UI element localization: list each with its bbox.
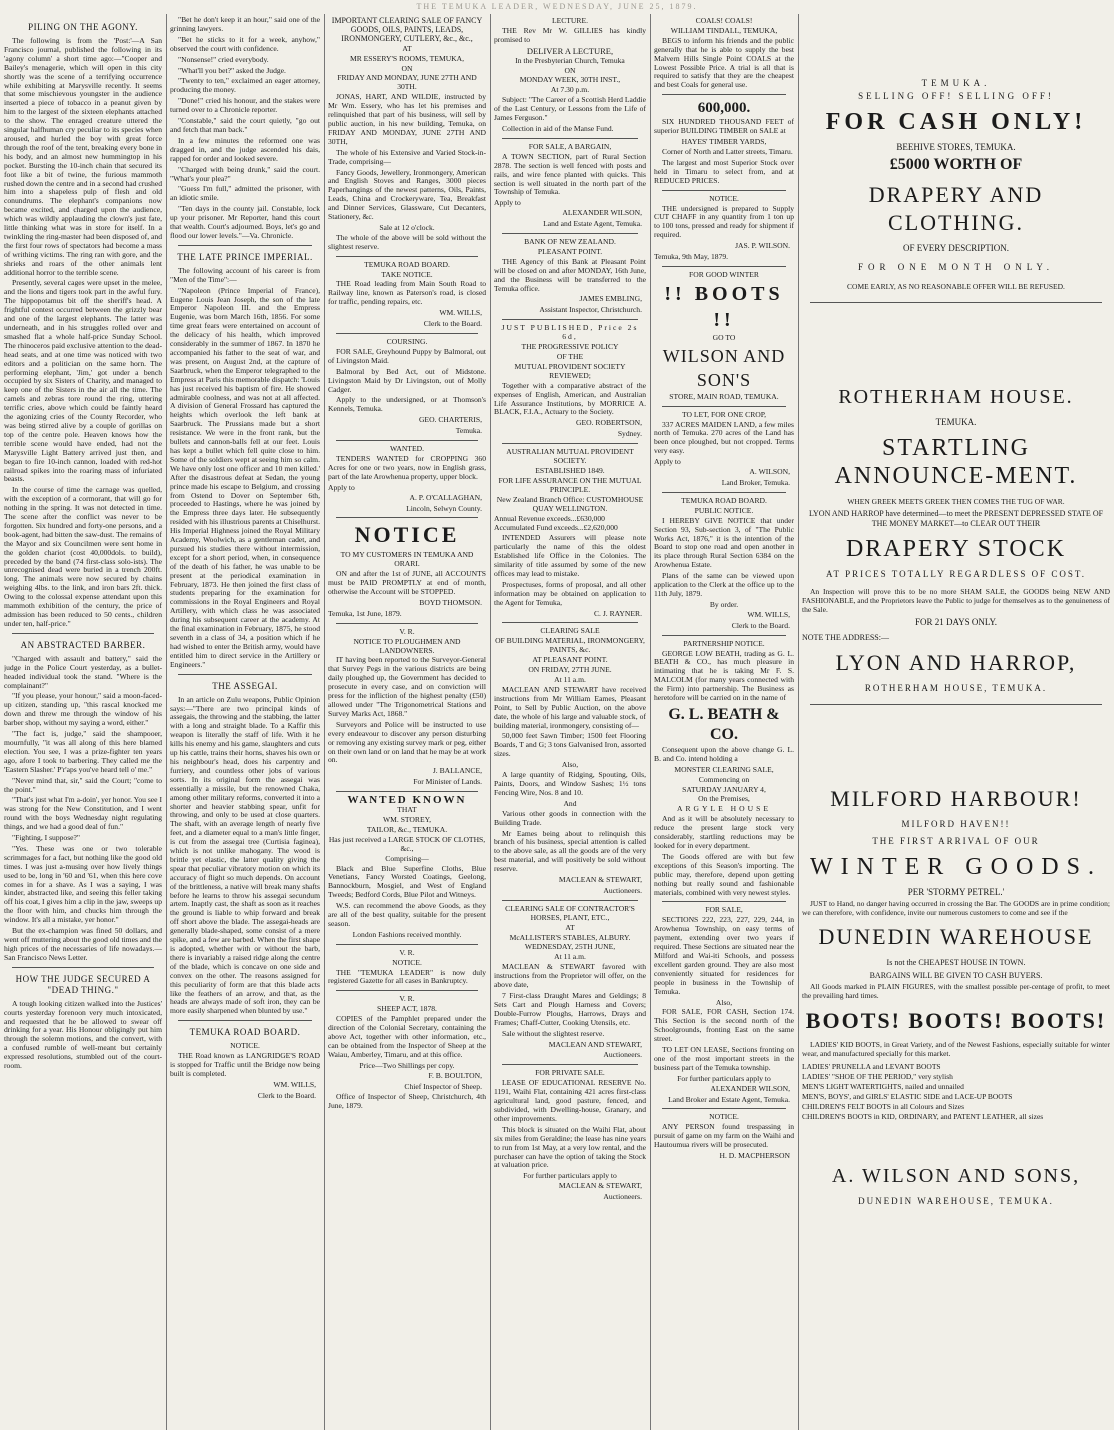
ad-heading: SHEEP ACT, 1878. (377, 1004, 437, 1014)
paragraph: The following is from the 'Post:'—A San Francisco journal, published the following in its 'agony column' a short time ago:—"Cooper and Bailey's menagerie, which will open in this city shortly was the scene of a terrifying occurrence while exhibiting at Marysville recently. It seems that some mischievous youngster in the audience inserted a piece of tobacco in a peanut given by him to the largest of the sixteen elephants attached to the show. The enraged creature uttered the singular halfhuman cry peculiar to its species when aroused, and hurled the boy with great force through the roof of the tent, breaking every bone in his body, and an almost new hummingtop in his pocket. Bursting the 10-inch chain that secured its foot like a bit of twine, the furious mammoth rushed down the centre and in a second had crushed him into a shapeless pulp of flesh and old conundrums. The elephant's companions now became excited, and charged upon the audience, which was wildly applauding the clown's just fate, little thinking what was in store for itself. In a twinkling the ring-master had been disposed of, and the first four rows of spectators had become a mass of writhing victims. The ring ran with gore, and the shrieks and roars of the other animals lent additional horror to the terrible scene. (4, 36, 162, 277)
ad-text: DELIVER A LECTURE, (526, 45, 614, 56)
ad-heading: FOR PRIVATE SALE. (535, 1068, 605, 1078)
paragraph: Balmoral by Bed Act, out of Midstone. Livingston Maid by Dr Livingston, out of Molly Cadger. (328, 366, 486, 394)
ad-text: MR ESSERY'S ROOMS, TEMUKA, (349, 53, 465, 63)
ad-text: LYON AND HARROP have determined—to meet the PRESENT DEPRESSED STATE OF THE MONEY MARKET—to CLEAR OUT THEIR (808, 509, 1104, 528)
paragraph: In a few minutes the reformed one was dragged in, and the judge ascended his dais, rapped for order and looked severe. (170, 135, 320, 163)
ad-heading: NOTICE. (709, 193, 739, 203)
paragraph: In an article on Zulu weapons, Public Opinion says:—"There are two principal kinds of assegais, the throwing and the stabbing, the latter with a long and straight blade. To a Kaffir this weapon is literally the staff of life. With it he kills his enemy and his game, slaughters and cuts up his cattle, trains their horns, shaves his own or his neighbour's head, does his carpentry and furriery, and countless other jobs of various sorts. In its original form the assegai was essentially a missile, but the renowned Chaka, among other military reforms, converted it into a shorter and heavier stabbing spear, unfit for throwing, and only to be used at close quarters. The shaft, with an average length of nearly five feet, and a diameter equal to a man's little finger, is cut from the assegai tree (Curtisia faginea), which is not unlike mahogany. The wood is brittle yet elastic, the latter quality giving the spear that peculiar vibratory motion on which its accuracy of flight so much depends. On account of the brittleness, a native will break many shafts before he learns to throw his assegai secundum artem. Inaptly cast, the shaft as soon as it reaches the ground is liable to whip forward and break off short above the blade. The assegai-heads are generally blade-shaped, some consist of a mere spike, and a few are barbed. When the first shape is adopted, whether with or without the barb, there is invariably a raised ridge along the centre of the blade, which is concave on one side and convex on the other. The reasons assigned for this peculiarity of form are that this blade acts like the feathers of an arrow, and that, as the heads are always made of soft iron, they can be more easily sharpened when blunted by use." (170, 694, 320, 1016)
signature-title: For Minister of Lands. (413, 777, 482, 787)
headline: THE LATE PRINCE IMPERIAL. (177, 251, 313, 262)
divider (662, 190, 786, 191)
ad-heading: TO LET, FOR ONE CROP, (681, 409, 767, 419)
ad-heading: AUSTRALIAN MUTUAL PROVIDENT SOCIETY. (506, 447, 634, 466)
signature: ALEXANDER WILSON, (562, 208, 642, 218)
ad-headline: !! BOOTS !! (664, 282, 784, 331)
signature-title: Auctioneers. (603, 1050, 642, 1060)
paragraph: "Charged with assault and battery," said the judge in the Police Court yesterday, as a bullet-headed individual took the stand. "Where is the complainant?" (4, 653, 162, 690)
paragraph: The whole of his Extensive and Varied Stock-in-Trade, comprising— (328, 147, 486, 166)
signature: WM. WILLS, (273, 1079, 316, 1089)
signature: C. J. RAYNER. (593, 608, 642, 618)
paragraph: Surveyors and Police will be instructed to use every endeavour to discover any person disturbing or removing any existing survey mark or peg, either on their own land or on land that he may be at work on. (328, 719, 486, 765)
paragraph: Various other goods in connection with the Building Trade. (494, 808, 646, 827)
paragraph: SECTIONS 222, 223, 227, 229, 244, in Arowhenua Township, on easy terms of payment, extending over two years if required. These Sections are situated near the Milford and Wai-iti Schools, and possess excellent garden ground. They are also most conveniently situated for residences for people in business in the Township of Temuka. (654, 915, 794, 996)
ad-text: Annual Revenue exceeds...£630,000 (494, 513, 605, 523)
signature-title: Auctioneers. (603, 1192, 642, 1202)
signature-title: Lincoln, Selwyn County. (406, 503, 482, 513)
divider (810, 704, 1102, 705)
signature: ALEXANDER WILSON, (710, 1083, 790, 1093)
ad-text: NOTE THE ADDRESS:— (802, 632, 889, 642)
column-6 (802, 16, 1110, 1426)
ad-text: McALLISTER'S STABLES, ALBURY. (509, 932, 631, 942)
crown-mark: V. R. (399, 626, 415, 636)
ad-headline: FOR CASH ONLY! (825, 109, 1087, 135)
paragraph: LADIES' KID BOOTS, in Great Variety, and of the Newest Fashions, especially suitable for winter wear, and manufactured specially for this market. (802, 1040, 1110, 1059)
paragraph: THE Agency of this Bank at Pleasant Point will be closed on and after MONDAY, 16th June, and the Business will be transferred to the Temuka office. (494, 256, 646, 293)
paragraph: "Nonsense!" cried everybody. (178, 54, 269, 64)
signature-title: Assistant Inspector, Christchurch. (539, 305, 642, 315)
ad-text: OF EVERY DESCRIPTION. (903, 243, 1009, 253)
ad-text: THE PROGRESSIVE POLICY (521, 342, 619, 352)
ad-text: Is not the CHEAPEST HOUSE IN TOWN. (886, 958, 1026, 968)
divider (662, 492, 786, 493)
ad-text: COME EARLY, AS NO REASONABLE OFFER WILL BE REFUSED. (847, 282, 1065, 291)
signature: MACLEAN & STEWART, (558, 1181, 642, 1191)
ad-heading: LECTURE. (551, 16, 589, 25)
ad-headline: MILFORD HARBOUR! (830, 785, 1082, 811)
paragraph: 50,000 feet Sawn Timber; 1500 feet Flooring Boards, T and G; 3 tons Galvanised Iron, assorted sizes. (494, 731, 646, 759)
ad-text: GO TO (712, 332, 736, 342)
column-rule (324, 14, 325, 1430)
ad-heading: 600,000. (697, 100, 751, 117)
ad-text: For further particulars apply to (523, 1171, 617, 1181)
ad-text: Has just received a LARGE STOCK OF CLOTHS, &c., (328, 834, 486, 853)
divider (502, 900, 638, 901)
ad-text: OF BUILDING MATERIAL, IRONMONGERY, PAINTS, &c. (495, 636, 645, 655)
signature: F. B. BOULTON, (428, 1070, 482, 1080)
signature-title: Land and Estate Agent, Temuka. (543, 219, 642, 229)
column-1 (4, 16, 162, 1426)
paragraph: BEGS to inform his friends and the public generally that he is able to supply the best Malvern Hills Single Point COALS at the Lowest Possible Price. A trial is all that is required to satisfy that they are the cheapest and best Coals for general use. (654, 35, 794, 90)
ad-text: And (563, 798, 577, 808)
divider (662, 1108, 786, 1109)
date-line: Temuka, 9th May, 1879. (654, 252, 729, 262)
signature-title: Land Broker, Temuka. (721, 478, 790, 487)
paragraph: "That's just what I'm a-doin', yer honor. You see I was strong for the New Constitution, and I went round with the boys Wednesday night regulating things, and we had a good deal of fun." (4, 795, 162, 832)
paragraph: GEORGE LOW BEATH, trading as G. L. BEATH & CO., has much pleasure in intimating that he is taking Mr F. S. MALCOLM (for many years connected with the Firm) into partnership. The Business as heretofore will be carried on in the name of (654, 648, 794, 703)
crown-mark: V. R. (399, 947, 415, 957)
divider (336, 256, 478, 257)
paragraph: The largest and most Superior Stock over held in Timaru to select from, and at REDUCED PRICES. (654, 157, 794, 185)
ad-text: Apply to (494, 198, 521, 208)
ad-text: Price—Two Shillings per copy. (359, 1060, 455, 1070)
ad-text: WILLIAM TINDALL, TEMUKA, (670, 25, 778, 35)
paragraph: In the course of time the carnage was quelled, with the exception of a cormorant, that will go for nothing in the spring. It was not detected in time. The scene after the conflict was never to be forgotten. Six hundred and forty-one persons, and a book-agent, had bitten the saw-dust. The remains of the Mayor and six Councilmen were sent home in the golden chariot (cost 40,000dols. to build), preceded by the band (74 first-class solo-ists). The unrecognised dead were buried in a trench 200ft. long. The animals were now secured by chains weighing 4lbs. to the link, and iron bars 2ft. thick. Owing to the colossal expense attendant upon this mammoth exhibition of the century, the price of admission has been reduced to 50 cents., children under ten, half-price." (4, 485, 162, 628)
paragraph: MACLEAN & STEWART favored with instructions from the Proprietor will offer, on the above date, (494, 962, 646, 990)
paragraph: But the ex-champion was fined 50 dollars, and went off muttering about the good old times and the high prices of the necessaries of life nowadays.—San Francisco News Letter. (4, 926, 162, 962)
signature: JAS. P. WILSON. (735, 241, 790, 251)
date-line: Temuka, 1st June, 1879. (328, 608, 402, 618)
ad-text: On the Premises, (698, 794, 750, 804)
signature-title: Chief Inspector of Sheep. (404, 1081, 482, 1091)
signature: GEO. CHARTERIS, (418, 415, 482, 425)
ad-text: At 11 a.m. (554, 952, 586, 962)
ad-heading: BANK OF NEW ZEALAND. (524, 237, 616, 247)
paragraph: The whole of the above will be sold without the slightest reserve. (328, 232, 486, 251)
ad-heading: NOTICE. (392, 957, 422, 967)
signature: MACLEAN AND STEWART, (548, 1039, 642, 1049)
signature: JAMES EMBLING, (579, 294, 642, 304)
divider (502, 622, 638, 623)
paragraph: ANY PERSON found trespassing in pursuit of game on my farm on the Waihi and Hautoumua rivers will be prosecuted. (654, 1122, 794, 1150)
ad-text: Also, (561, 760, 579, 770)
paragraph: Fancy Goods, Jewellery, Ironmongery, American and English Stoves and Ranges, 3000 pieces Paperhangings of the newest patterns, Oils, Paints, Leads, China and Crockeryware, Tea, Breakfast and Dinner Services, Glassware, Cut Decanters, Stationery, &c. (328, 167, 486, 222)
paragraph: THE Rev Mr W. GILLIES has kindly promised to (494, 25, 646, 44)
list-item: MEN'S LIGHT WATERTIGHTS, nailed and unnailed (802, 1081, 964, 1091)
signature-title: Clerk to the Board. (257, 1090, 316, 1100)
paragraph: "Napoleon (Prince Imperial of France), Eugene Louis Jean Joseph, the son of the late Emperor Napoleon III. and the Empress Eugenie, was born March 16th, 1856. For some time great fears were entertained on account of the delicacy of his health, which improved considerably in the summer of 1867. In 1870 he accompanied his father to the seat of war, and was present, on August 2nd, at the capture of Saarbruck, when the Emperor telegraphed to the Empress at Paris this memorable dispatch: 'Louis has just received his baptism of fire. He showed admirable coolness, and was not at all affected. A division of General Frossard has captured the heights which overlook the left bank at Saarbruck. The Prussians made but a short resistance. We were in the front rank, but the bullets and cannon-balls fell at our feet. Louis has kept a bullet which fell quite close to him. Some of the soldiers wept at seeing him so calm. We have only lost one officer and 10 men killed.' After the disastrous defeat at Sedan, the young prince made his escape to Belgium, and crossing from Ostend to Dover on September 6th, proceeded to Hastings, where he was joined by the Empress three days later. He subsequently resided with his illustrious parents at Chiselhurst. His Imperial Highness joined the Royal Military Academy, Woolwich, as a gentleman cadet, and pursued his studies there without intermission, except for a short period, when, in consequence of the death of his father, he was unable to be present at the periodical examination in February, 1873. He then joined the first class of students preparing for the examination for commissions in the Royal Engineers and Royal Artillery, with which class he was associated during his subsequent career at the academy. At the final examination in February, 1875, he stood seventh in a class of 34, a position which if he had wished to enter the British army, would have entitled him to direct service in the Artillery or Engineers." (170, 285, 320, 669)
ad-heading: PARTNERSHIP NOTICE. (683, 638, 765, 648)
ad-text: For further particulars apply to (677, 1073, 771, 1083)
paragraph: TO LET ON LEASE, Sections fronting on one of the most important streets in the business part of the Temuka township. (654, 1045, 794, 1072)
ad-text: MONSTER CLEARING SALE, (674, 764, 774, 774)
paragraph: Office of Inspector of Sheep, Christchurch, 4th June, 1879. (328, 1092, 486, 1111)
ad-text: By order. (709, 599, 739, 609)
paragraph: 337 ACRES MAIDEN LAND, a few miles north of Temuka. 270 acres of the Land has been once ploughed, but not cropped. Terms very easy. (654, 419, 794, 456)
ad-headline: WILSON AND SON'S (662, 345, 786, 390)
ad-text: New Zealand Branch Office: CUSTOMHOUSE QUAY WELLINGTON. (496, 494, 644, 513)
list-item: CHILDREN'S BOOTS in KID, ORDINARY, and PATENT LEATHER, all sizes (802, 1111, 1044, 1121)
divider (662, 266, 786, 267)
ad-text: Comprising— (385, 853, 429, 863)
headline: TEMUKA ROAD BOARD. (189, 1027, 301, 1038)
paragraph: Prospectuses, forms of proposal, and all other information may be obtained on application to the Agent for Temuka, (494, 579, 646, 607)
ad-text: AT (565, 922, 575, 932)
paragraph: "Fighting, I suppose?" (12, 833, 81, 843)
paragraph: And as it will be absolutely necessary to reduce the present large stock very considerably, startling reductions may be looked for in every department. (654, 814, 794, 850)
ad-heading: WANTED. (390, 444, 424, 454)
paragraph: An Inspection will prove this to be no more SHAM SALE, the GOODS being NEW AND FASHIONABLE, and the Proprietors leave the Public to judge for themselves as to the genuineness of the Sale. (802, 587, 1110, 614)
ad-text: BEEHIVE STORES, TEMUKA. (896, 142, 1016, 152)
divider (810, 302, 1102, 303)
ad-text: FOR ONE MONTH ONLY. (858, 262, 1054, 272)
paragraph: "Bet he don't keep it an hour," said one of the grinning lawyers. (170, 16, 320, 33)
paragraph: "Charged with being drunk," said the court. "What's your plea?" (170, 164, 320, 183)
signature: A. P. O'CALLAGHAN, (409, 492, 482, 502)
paragraph: I HEREBY GIVE NOTICE that under Section 93, Sub-section 3, of "The Public Works Act, 1876," it is the intention of the Board to stop one road and open another in its place through Rural Section 6384 on the Arowhenua Estate. (654, 515, 794, 570)
ad-heading: IMPORTANT CLEARING SALE OF FANCY GOODS, OILS, PAINTS, LEADS, IRONMONGERY, CUTLERY, &c., &c., (331, 16, 483, 43)
ad-text: PER 'STORMY PETREL.' (907, 886, 1005, 897)
paragraph: "The fact is, judge," said the shampooer, mournfully, "it was all along of this here blamed election. You see, I was a prize-fighter ten years ago, afore I took to barbering. They called me the 'Eastern Slasher.' P'r'aps you've heard tell o' me." (4, 729, 162, 774)
divider (336, 333, 478, 334)
ad-text: OF THE (556, 352, 584, 361)
paragraph: JONAS, HART, AND WILDIE, instructed by Mr Wm. Essery, who has let his premises and relinquished that part of his business, will sell by public auction, in his new building, Temuka, on FRIDAY AND MONDAY, JUNE 27TH AND 30TH, (328, 92, 486, 146)
signature: BOYD THOMSON. (419, 597, 482, 607)
headline: AN ABSTRACTED BARBER. (20, 639, 146, 650)
divider (502, 443, 638, 444)
ad-text: At 11 a.m. (554, 675, 586, 684)
paragraph: "Twenty to ten," exclaimed an eager attorney, producing the money. (170, 76, 320, 95)
column-2 (170, 16, 320, 1426)
ad-text: MUTUAL PROVIDENT SOCIETY REVIEWED; (514, 361, 626, 380)
paragraph: "Bet he sticks to it for a week, anyhow," observed the court with confidence. (170, 34, 320, 53)
column-rule (490, 14, 491, 1430)
paragraph: "Yes. These was one or two tolerable scrimmages for a fact, but nothing like the good old times. I was just a-musing over how lively things used to be, long in '60 and '61, when this here cove comes in for a shave. As I was a saying, I was kinder, abstracted like, and seeing this feller taking off his coat, I gives him a clip in the jaw, sweeps up the floor with him, and chucks him through the window. It's all a mistake, yer honor." (4, 843, 162, 925)
divider (662, 94, 786, 95)
ad-headline: BOOTS! BOOTS! BOOTS! (805, 1008, 1107, 1034)
paragraph: THE Road leading from Main South Road to Railway line, known as Paterson's road, is closed for traffic, pending repairs, etc. (328, 279, 486, 307)
paragraph: IT having been reported to the Surveyor-General that Survey Pegs in the various districts are being daily ploughed up, the Government has decided to prosecute in every case, and on conviction will press for the infliction of the highest penalty (£50) allowed under "The Trigonometrical Stations and Survey Marks Act, 1868." (328, 655, 486, 718)
divider (178, 674, 312, 675)
ad-heading: COALS! COALS! (695, 16, 753, 25)
headline: PILING ON THE AGONY. (28, 22, 138, 32)
ad-text: PLEASANT POINT. (537, 246, 603, 256)
paragraph: INTENDED Assurers will please note particularly the name of this the oldest Established life Office in the Colonies. The similarity of title assumed by some of the new offices may lead to mistake. (494, 533, 646, 578)
paragraph: A TOWN SECTION, part of Rural Section 2878. The section is well fenced with posts and rails, and wire fence planted with quicks. This section is well situated in the north part of the Township of Temuka. (494, 151, 646, 197)
divider (12, 633, 154, 634)
ad-text: ESTABLISHED 1849. (535, 465, 605, 475)
ad-text: TAILOR, &c., TEMUKA. (366, 824, 448, 834)
paragraph: Plans of the same can be viewed upon application to the Clerk at the office up to the 11th July, 1879. (654, 571, 794, 598)
signature-title: Auctioneers. (603, 885, 642, 895)
paragraph: "Never mind that, sir," said the Court; "come to the point." (4, 775, 162, 794)
ad-text: WM. STOREY, (382, 814, 432, 824)
paragraph: "What'll you bet?" asked the Judge. (178, 65, 286, 75)
masthead: THE TEMUKA LEADER, WEDNESDAY, JUNE 25, 1879. (416, 2, 698, 11)
ad-heading: NOTICE. (709, 1112, 739, 1122)
ad-text: FOR LIFE ASSURANCE ON THE MUTUAL PRINCIPLE. (498, 475, 642, 494)
paragraph: Consequent upon the above change G. L. B. and Co. intend holding a (654, 744, 794, 763)
headline: HOW THE JUDGE SECURED A "DEAD THING." (15, 973, 151, 995)
list-item: CHILDREN'S FELT BOOTS in all Colours and Sizes (802, 1101, 964, 1111)
signature-title: Land Broker and Estate Agent, Temuka. (668, 1094, 790, 1104)
paragraph: "If you please, your honour," said a moon-faced-up citizen, standing up, "this rascal knocked me down and threw me through the window of his barber shop, without my saying a word, either." (4, 691, 162, 728)
divider (502, 233, 638, 234)
divider (336, 440, 478, 441)
divider (336, 990, 478, 991)
ad-text: AT PLEASANT POINT. (532, 655, 608, 665)
notice-title: NOTICE. (230, 1041, 260, 1051)
ad-heading: FOR SALE, A BARGAIN, (528, 141, 612, 151)
ad-heading: TEMUKA ROAD BOARD. (364, 259, 450, 269)
ad-heading: JUST PUBLISHED, Price 2s 6d, (501, 323, 639, 342)
ad-text: DUNEDIN WAREHOUSE, TEMUKA. (858, 1195, 1054, 1206)
ad-text: At 7.30 p.m. (550, 85, 590, 95)
ad-headline: WINTER GOODS. (810, 853, 1102, 880)
list-item: MEN'S, BOYS', and GIRLS' ELASTIC SIDE and LACE-UP BOOTS (802, 1091, 1013, 1101)
signature: A. WILSON, (749, 467, 790, 477)
signature-title: Sydney. (617, 429, 642, 439)
paragraph: Together with a comparative abstract of the expenses of English, American, and Australian Life Assurance Institutions, by MORRICE A. BLACK, F.I.A., Actuary to the Society. (494, 380, 646, 417)
ad-text: Sale at 12 o'clock. (379, 222, 435, 232)
column-3 (328, 16, 486, 1426)
ad-text: London Fashions received monthly. (352, 929, 462, 939)
ad-text: FOR 21 DAYS ONLY. (914, 616, 998, 627)
paragraph: The Goods offered are with but few exceptions of this Season's importing. The public may, therefore, depend upon getting nothing but really sound and fashionable materials, combined with very newest styles. (654, 851, 794, 897)
paragraph: THE Road known as LANGRIDGE'S ROAD is stopped for Traffic until the Bridge now being built is completed. (170, 1051, 320, 1078)
divider (662, 901, 786, 902)
paragraph: The following account of his career is from "Men of the Time":— (170, 265, 320, 284)
ad-text: In the Presbyterian Church, Temuka (515, 55, 625, 65)
ad-text: SATURDAY JANUARY 4, (682, 784, 766, 794)
divider (12, 967, 154, 968)
signature: GEO. ROBERTSON, (576, 418, 642, 428)
signature: J. BALLANCE, (432, 766, 482, 776)
ad-headline: DRAPERY AND CLOTHING. (868, 182, 1044, 235)
list-item: LADIES' "SHOE OF THE PERIOD," very stylish (802, 1071, 953, 1081)
paragraph: MACLEAN AND STEWART have received instructions from Mr William Eames, Pleasant Point, to Sell by Public Auction, on the above date, the whole of his large and valuable stock, of building material, ironmongery, consisting of— (494, 684, 646, 730)
divider (502, 319, 638, 320)
ad-headline: DUNEDIN WAREHOUSE (818, 924, 1094, 950)
ad-heading: COURSING. (386, 337, 428, 346)
ad-text: PUBLIC NOTICE. (694, 505, 754, 515)
ad-text: Apply to (328, 482, 355, 492)
ad-heading: CLEARING SALE OF CONTRACTOR'S HORSES, PLANT, ETC., (505, 903, 635, 922)
ad-text: STORE, MAIN ROAD, TEMUKA. (669, 391, 779, 401)
paragraph: A tough looking citizen walked into the Justices' courts yesterday forenoon very much intoxicated, and requested that he be allowed to swear off drinking for a year. His Honour obligingly put him through the solemn motions, and the convert, with a confused rumble of well-meant but certainly expressed resolutions, stumbled out of the court-room. (4, 998, 162, 1071)
ad-headline: £5000 WORTH OF (889, 156, 1023, 173)
paragraph: TENDERS WANTED for CROPPING 360 Acres for one or two years, now in English grass, part of the late Arowhenua property, upper block. (328, 453, 486, 481)
paragraph: Mr Eames being about to relinquish this branch of his business, special attention is called to the above sale, as all the goods are of the very best material, and will positively be sold without reserve. (494, 828, 646, 874)
ad-text: AT PRICES TOTALLY REGARDLESS OF COST. (826, 569, 1086, 579)
paragraph: FOR SALE, Greyhound Puppy by Balmoral, out of Livingston Maid. (328, 346, 486, 365)
paragraph: Apply to the undersigned, or at Thomson's Kennels, Temuka. (328, 395, 486, 414)
paragraph: A large quantity of Ridging, Spouting, Oils, Paints, Doors, and Window Sashes; 1½ tons Fencing Wire, Nos. 8 and 10. (494, 770, 646, 797)
crown-mark: V. R. (399, 994, 415, 1004)
paragraph: SIX HUNDRED THOUSAND FEET of superior BUILDING TIMBER on SALE at (654, 117, 794, 136)
list-item: LADIES' PRUNELLA and LEVANT BOOTS (802, 1062, 941, 1072)
divider (336, 791, 478, 792)
divider (336, 517, 478, 518)
ad-heading: WANTED KNOWN (347, 794, 467, 807)
ad-text: ARGYLE HOUSE (676, 804, 771, 814)
ad-text: SELLING OFF! SELLING OFF! (858, 91, 1054, 101)
ad-headline: A. WILSON AND SONS, (831, 1164, 1081, 1187)
signature-title: Temuka. (455, 426, 482, 436)
ad-headline: ROTHERHAM HOUSE. (838, 386, 1074, 408)
divider (502, 1064, 638, 1065)
paragraph: Black and Blue Superfine Cloths, Blue Venetians, Fancy Worsted Coatings, Geelong, Bannockburn, Mosgiel, and West of England Tweeds; Bedford Cords, Blue Pilot and Witneys. (328, 863, 486, 900)
ad-text: ON (564, 65, 576, 75)
paragraph: W.S. can recommend the above Goods, as they are all of the best quality, suitable for the present season. (328, 901, 486, 928)
paragraph: LEASE OF EDUCATIONAL RESERVE No. 1191, Waihi Flat, containing 421 acres first-class agricultural land, good pasture, fenced, and subdivided, with Dwelling-house, Granary, and other improvements. (494, 1078, 646, 1123)
paragraph: 7 First-class Draught Mares and Geldings; 8 Sets Cart and Plough Harness and Covers; Double-Furrow Ploughs, Harrows, Drays and Frames; Chaff-Cutter, Cooking Utensils, etc. (494, 991, 646, 1027)
paragraph: COPIES of the Pamphlet prepared under the direction of the Colonial Secretary, containing the above Act, together with other information, etc., can be obtained from the Inspector of Sheep at the Waiau, Amberley, Timaru, and at this office. (328, 1014, 486, 1059)
column-5 (654, 16, 794, 1426)
ad-text: HAYES' TIMBER YARDS, (681, 137, 767, 147)
ad-text: TEMUKA. (921, 78, 991, 88)
divider (178, 245, 312, 246)
divider (662, 406, 786, 407)
notice-headline: NOTICE (354, 522, 460, 548)
paragraph: THE undersigned is prepared to Supply CUT CHAFF in any quantity from 1 ton up to 100 tons, pressed and ready for shipment if required. (654, 203, 794, 240)
paragraph: Subject: "The Career of a Scottish Herd Laddie of the Last Century, or Lessons from the Life of James Ferguson." (494, 95, 646, 123)
ad-text: TO MY CUSTOMERS IN TEMUKA AND ORARI. (340, 550, 474, 569)
paragraph: "Guess I'm full," admitted the prisoner, with an idiotic smile. (170, 184, 320, 203)
column-rule (798, 14, 799, 1430)
paragraph: "Constable," said the court quietly, "go out and fetch that man back." (170, 116, 320, 134)
ad-text: Apply to (654, 457, 681, 467)
divider (336, 944, 478, 945)
paragraph: All Goods marked in PLAIN FIGURES, with the smallest possible per-centage of profit, to meet the prevailing hard times. (802, 982, 1110, 1001)
column-rule (650, 14, 651, 1430)
ad-text: WEDNESDAY, 25TH JUNE, (524, 942, 616, 952)
signature: WM. WILLS, (439, 308, 482, 318)
paragraph: "Done!" cried his honour, and the stakes were turned over to a Chronicle reporter. (170, 96, 320, 115)
ad-text: THAT (397, 805, 417, 815)
ad-text: ROTHERHAM HOUSE, TEMUKA. (864, 682, 1048, 693)
paragraph: ON and after the 1st of JUNE, all ACCOUNTS must be PAID PROMPTLY at end of month, otherwise the Account will be STOPPED. (328, 569, 486, 597)
ad-headline: G. L. BEATH & CO. (668, 705, 780, 743)
ad-headline: DRAPERY STOCK (845, 536, 1067, 562)
paragraph: Sale without the slightest reserve. (502, 1028, 605, 1038)
column-rule (166, 14, 167, 1430)
ad-text: ON FRIDAY, 27TH JUNE. (528, 665, 612, 675)
ad-text: Commencing on (698, 774, 750, 784)
signature: MACLEAN & STEWART, (558, 875, 642, 885)
signature-title: Clerk to the Board. (731, 620, 790, 630)
ad-heading: NOTICE TO PLOUGHMEN AND LANDOWNERS. (353, 636, 461, 655)
divider (662, 635, 786, 636)
ad-heading: FOR SALE, (705, 905, 743, 915)
paragraph: FOR SALE, FOR CASH, Section 174. This Section is the second north of the Schoolgrounds, fronting East on the same street. (654, 1007, 794, 1044)
ad-text: TEMUKA. (935, 417, 977, 427)
ad-text: FRIDAY AND MONDAY, JUNE 27TH AND 30TH. (337, 73, 477, 92)
ad-heading: CLEARING SALE (540, 626, 600, 636)
signature: WM. WILLS, (747, 609, 790, 619)
ad-text: MONDAY WEEK, 30TH INST., (519, 75, 621, 85)
signature: H. D. MACPHERSON (719, 1151, 790, 1161)
paragraph: JUST to Hand, no danger having occurred in crossing the Bar. The GOODS are in prime condition; we can therefore, with confidence, invite our numerous customers to come and see if the (802, 898, 1110, 917)
ad-text: THE FIRST ARRIVAL OF OUR (872, 835, 1040, 846)
column-4 (494, 16, 646, 1426)
ad-text: BARGAINS WILL BE GIVEN TO CASH BUYERS. (869, 971, 1043, 981)
paragraph: THE "TEMUKA LEADER" is now duly registered Gazette for all cases in Bankruptcy. (328, 967, 486, 986)
ad-headline: STARTLING ANNOUNCE-MENT. (834, 435, 1078, 489)
paragraph: Corner of North and Latter streets, Timaru. (662, 146, 793, 156)
headline: THE ASSEGAI. (212, 680, 278, 691)
ad-headline: LYON AND HARROP, (835, 649, 1077, 675)
ad-text: ON (401, 63, 413, 73)
ad-text: Accumulated Fund exceeds...£2,620,000 (494, 523, 618, 533)
ad-text: Also, (715, 997, 733, 1007)
paragraph: Collection in aid of the Manse Fund. (502, 123, 614, 133)
divider (502, 138, 638, 139)
paragraph: "Ten days in the county jail. Constable, lock up your prisoner. Mr Reporter, hand this court that wealth. Court's adjourned. Boys, let's go and flood our lower levels."—Va. Chronicle. (170, 204, 320, 240)
ad-text: AT (402, 43, 412, 53)
ad-text: MILFORD HAVEN!! (901, 818, 1011, 829)
divider (336, 623, 478, 624)
ad-text: WHEN GREEK MEETS GREEK THEN COMES THE TUG OF WAR. (847, 497, 1065, 506)
signature-title: Clerk to the Board. (423, 319, 482, 329)
ad-heading: TEMUKA ROAD BOARD. (681, 495, 767, 505)
divider (178, 1020, 312, 1021)
paragraph: This block is situated on the Waihi Flat, about six miles from Geraldine; the lease has nine years to run from 1st May, at a very low rental, and the purchaser can have the option of taking the Stock at valuation price. (494, 1124, 646, 1170)
ad-text: FOR GOOD WINTER (689, 269, 759, 279)
ad-heading: TAKE NOTICE. (381, 269, 433, 279)
paragraph: Presently, several cages were upset in the melee, and the lions and tigers took part in the awful fury. The hippopotamus bit off the sheriff's head. A frightful contest occurred between the grizzly bear and one of the largest elephants. The latter was underneath, and in his struggles rolled over and smashed flat a whole half-price Sunday School. The rhinoceros paid exclusive attention to the dead-head seats, and at one time was noticed with two editors and a politician on the same horn. The performing elephant, 'Jim,' got under a bench occupied by six Sisters of Charity, and managed to keep one of the Sisters in the air all the time. The camels and zebras tore round the ring, uttering terrific cries, above which could be faintly heard the agonizing cries of the County Recorder, who was being stirred alive by a couple of gorillas on top of the centre pole. Heaven knows how the terrible scene would have ended, had not the Marysville Light Battery arrived just then, and began to fire 10-inch cannon, loaded with red-hot railroad spikes into the roaring mass of infuriated beasts. (4, 278, 162, 484)
